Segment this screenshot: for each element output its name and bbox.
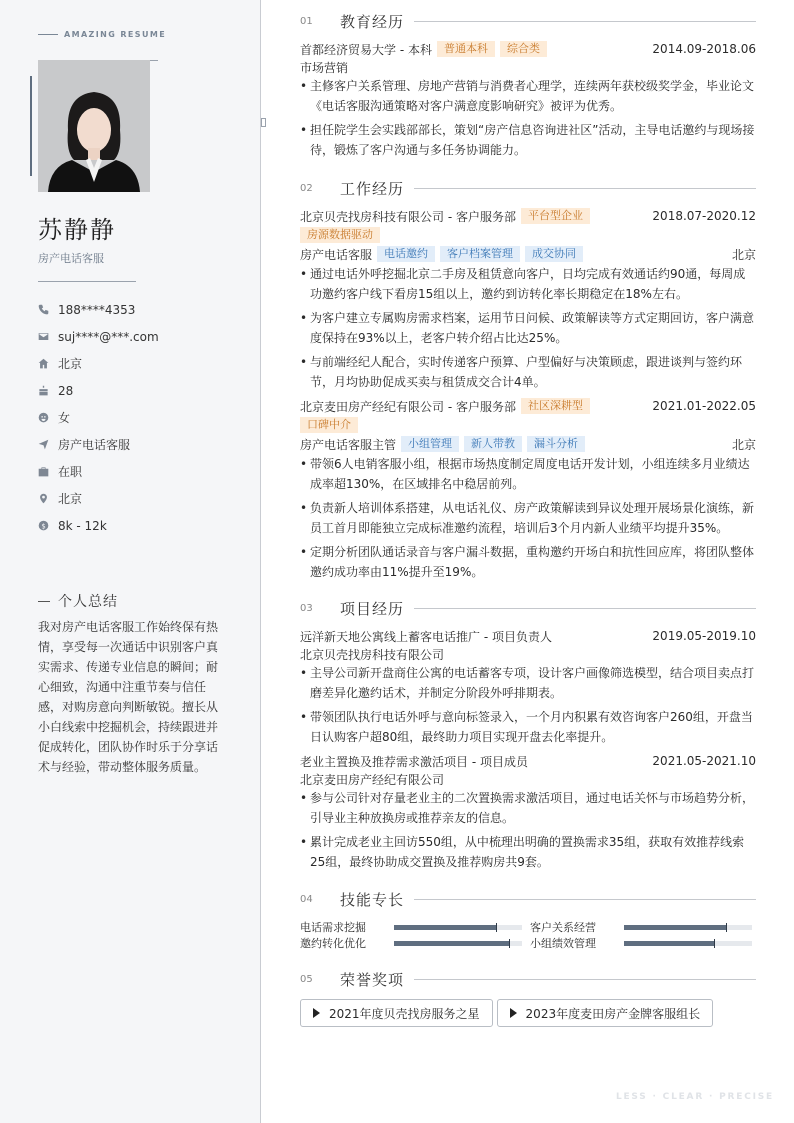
skill-tag: 新人带教 <box>464 436 522 452</box>
sidebar <box>0 0 261 1123</box>
list-item: • 主导公司新开盘商住公寓的电话蓄客专项，设计客户画像筛选模型，结合项目卖点打磨差异化邀约话术，并制定分阶段外呼排期表。 <box>300 663 756 703</box>
project-date: 2019.05-2019.10 <box>652 629 756 643</box>
skill-bar <box>624 941 752 946</box>
project-bullets <box>300 788 756 872</box>
education-date: 2014.09-2018.06 <box>652 42 756 56</box>
profile-name: 苏静静 <box>38 216 116 244</box>
phone-icon <box>38 304 58 315</box>
honors-section <box>300 969 756 1027</box>
list-item: • 与前端经纪人配合，实时传递客户预算、户型偏好与决策顾虑，跟进谈判与签约环节，月均协助促成买卖与租赁成交合计4单。 <box>300 352 756 392</box>
list-item: • 通过电话外呼挖掘北京二手房及租赁意向客户，日均完成有效通话约90通，每周成功邀约客户线下看房15组以上，邀约到访转化率长期稳定在18%左右。 <box>300 264 756 304</box>
job-header <box>300 396 756 416</box>
section-header <box>300 889 756 909</box>
info-phone <box>38 296 159 323</box>
skill-name: 小组绩效管理 <box>530 937 596 950</box>
list-item: • 参与公司针对存量老业主的二次置换需求激活项目，通过电话关怀与市场趋势分析，引导业主种放换房或推荐亲友的信息。 <box>300 788 756 828</box>
photo-accent-bar <box>30 76 32 176</box>
tag: 普通本科 <box>437 41 495 57</box>
skills-section <box>300 889 756 951</box>
skill-bar <box>394 925 522 930</box>
section-number: 01 <box>300 15 313 27</box>
award-item <box>497 999 714 1027</box>
summary-title <box>38 591 118 611</box>
section-header <box>300 11 756 31</box>
tag: 口碑中介 <box>300 417 358 433</box>
project-header <box>300 626 756 646</box>
major: 市场营销 <box>300 61 349 75</box>
skill-name: 电话需求挖掘 <box>300 921 366 934</box>
info-age <box>38 377 159 404</box>
section-title: 荣誉奖项 <box>340 970 405 989</box>
info-email-text: suj****@***.com <box>58 329 159 344</box>
skill-name: 邀约转化优化 <box>300 937 366 950</box>
info-status <box>38 458 159 485</box>
info-target-text: 房产电话客服 <box>58 438 131 452</box>
skill-tag: 成交协同 <box>525 246 583 262</box>
mail-icon <box>38 331 58 342</box>
location-icon <box>38 493 58 504</box>
list-item: • 为客户建立专属购房需求档案，运用节日问候、政策解读等方式定期回访，客户满意度保持在93%以上，老客户转介绍占比达25%。 <box>300 308 756 348</box>
section-header <box>300 178 756 198</box>
info-location-text: 北京 <box>58 492 83 506</box>
list-item: • 负责新人培训体系搭建，从电话礼仪、房产政策解读到异议处理开展场景化演练，新员工首月即能独立完成标准邀约流程，培训后3个月内新人业绩平均提升35%。 <box>300 498 756 538</box>
skill-tag: 漏斗分析 <box>527 436 585 452</box>
info-home <box>38 350 159 377</box>
list-item: • 定期分析团队通话录音与客户漏斗数据，重构邀约开场白和抗性回应库，将团队整体邀约成功率由11%提升至19%。 <box>300 542 756 582</box>
projects-section <box>300 598 756 876</box>
school-name: 首都经济贸易大学 - 本科 <box>300 42 432 57</box>
summary-text: 我对房产电话客服工作始终保有热情，享受每一次通话中识别客户真实需求、传递专业信息的瞬间；耐心细致，沟通中注重节奏与信任感，对购房意向判断敏锐。擅长从小白线索中挖掘机会，持续跟进并促成转化，团队协作时乐于分享话术与经验，带动整体服务质量。 <box>38 620 219 774</box>
skill-item <box>530 935 756 951</box>
section-number: 04 <box>300 893 313 905</box>
info-email <box>38 323 159 350</box>
project-date: 2021.05-2021.10 <box>652 754 756 768</box>
job-date: 2018.07-2020.12 <box>652 209 756 223</box>
info-salary <box>38 512 159 539</box>
skill-item <box>300 919 530 935</box>
list-item: • 担任院学生会实践部部长，策划“房产信息咨询进社区”活动，主导电话邀约与现场接待，锻炼了客户沟通与多任务协调能力。 <box>300 120 756 160</box>
award-label: 2021年度贝壳找房服务之星 <box>329 1006 480 1021</box>
job-company: 北京麦田房产经纪有限公司 - 客户服务部 <box>300 399 516 414</box>
list-item: • 主修客户关系管理、房地产营销与消费者心理学，连续两年获校级奖学金，毕业论文《电话客服沟通策略对客户满意度影响研究》被评为优秀。 <box>300 76 756 116</box>
avatar <box>38 60 150 192</box>
skill-name: 客户关系经营 <box>530 921 596 934</box>
tag: 综合类 <box>500 41 547 57</box>
skill-tag: 电话邀约 <box>377 246 435 262</box>
sidebar-divider <box>38 281 136 282</box>
major-row <box>300 59 756 76</box>
job-item <box>300 396 756 582</box>
project-bullets <box>300 663 756 747</box>
job-bullets <box>300 264 756 392</box>
info-age-text: 28 <box>58 383 74 398</box>
tag: 房源数据驱动 <box>300 227 380 243</box>
job-item <box>300 206 756 392</box>
brand <box>38 30 166 39</box>
project-item <box>300 751 756 872</box>
info-gender-text: 女 <box>58 411 71 425</box>
tag: 平台型企业 <box>521 208 590 224</box>
job-position: 房产电话客服主管 <box>300 437 397 452</box>
send-icon <box>38 439 58 450</box>
list-item: • 带领6人电销客服小组，根据市场热度制定周度电话开发计划，小组连续多月业绩达成率超130%，在区域排名中稳居前列。 <box>300 454 756 494</box>
footer-tagline: LESS · CLEAR · PRECISE <box>615 1092 774 1102</box>
project-header <box>300 751 756 771</box>
work-section <box>300 178 756 586</box>
section-number: 05 <box>300 973 313 985</box>
summary-title-text: 个人总结 <box>58 594 118 610</box>
job-header <box>300 206 756 226</box>
section-number: 02 <box>300 182 313 194</box>
cake-icon <box>38 385 58 396</box>
job-position: 房产电话客服 <box>300 247 373 262</box>
job-position-row <box>300 244 756 264</box>
info-phone-text: 188****4353 <box>58 302 136 317</box>
project-company: 北京麦田房产经纪有限公司 <box>300 773 445 787</box>
briefcase-icon <box>38 466 58 477</box>
award-label: 2023年度麦田房产金牌客服组长 <box>525 1006 701 1021</box>
skill-tag: 小组管理 <box>401 436 459 452</box>
contact-info <box>38 296 159 539</box>
awards-list <box>300 999 756 1027</box>
list-item: • 带领团队执行电话外呼与意向标签录入，一个月内积累有效咨询客户260组，开盘当日认购客户超80组，最终助力项目实现开盘去化率提升。 <box>300 707 756 747</box>
section-title: 项目经历 <box>340 599 405 618</box>
section-title: 技能专长 <box>340 890 405 909</box>
brand-text: AMAZING RESUME <box>64 30 167 39</box>
tag: 社区深耕型 <box>521 398 590 414</box>
info-status-text: 在职 <box>58 465 83 479</box>
home-icon <box>38 358 58 369</box>
project-name: 老业主置换及推荐需求激活项目 - 项目成员 <box>300 754 528 769</box>
play-icon <box>313 1008 320 1018</box>
job-city: 北京 <box>731 437 756 452</box>
section-header <box>300 969 756 989</box>
play-icon <box>510 1008 517 1018</box>
skill-item <box>300 935 530 951</box>
education-bullets <box>300 76 756 160</box>
list-item: • 累计完成老业主回访550组，从中梳理出明确的置换需求35组，获取有效推荐线索25组，最终协助成交置换及推荐购房共9套。 <box>300 832 756 872</box>
face-icon <box>38 412 58 423</box>
job-position-row <box>300 434 756 454</box>
section-header <box>300 598 756 618</box>
section-number: 03 <box>300 602 313 614</box>
skills-grid <box>300 919 756 951</box>
project-company: 北京贝壳找房科技有限公司 <box>300 648 445 662</box>
skill-bar <box>624 925 752 930</box>
section-title: 教育经历 <box>340 12 405 31</box>
profile-role: 房产电话客服 <box>38 252 104 265</box>
salary-icon <box>38 520 58 531</box>
section-title: 工作经历 <box>340 179 405 198</box>
svg-text:$: $ <box>41 522 46 531</box>
skill-item <box>530 919 756 935</box>
sidebar-edge-marker <box>261 118 266 127</box>
skill-tag: 客户档案管理 <box>440 246 520 262</box>
info-location <box>38 485 159 512</box>
info-target <box>38 431 159 458</box>
education-row <box>300 39 756 59</box>
award-item <box>300 999 493 1027</box>
job-company: 北京贝壳找房科技有限公司 - 客户服务部 <box>300 209 516 224</box>
job-date: 2021.01-2022.05 <box>652 399 756 413</box>
project-name: 远洋新天地公寓线上蓄客电话推广 - 项目负责人 <box>300 629 552 644</box>
job-bullets <box>300 454 756 582</box>
info-salary-text: 8k - 12k <box>58 518 107 533</box>
info-home-text: 北京 <box>58 357 83 371</box>
info-gender <box>38 404 159 431</box>
job-city: 北京 <box>731 247 756 262</box>
project-item <box>300 626 756 747</box>
skill-bar <box>394 941 522 946</box>
education-section <box>300 11 756 164</box>
